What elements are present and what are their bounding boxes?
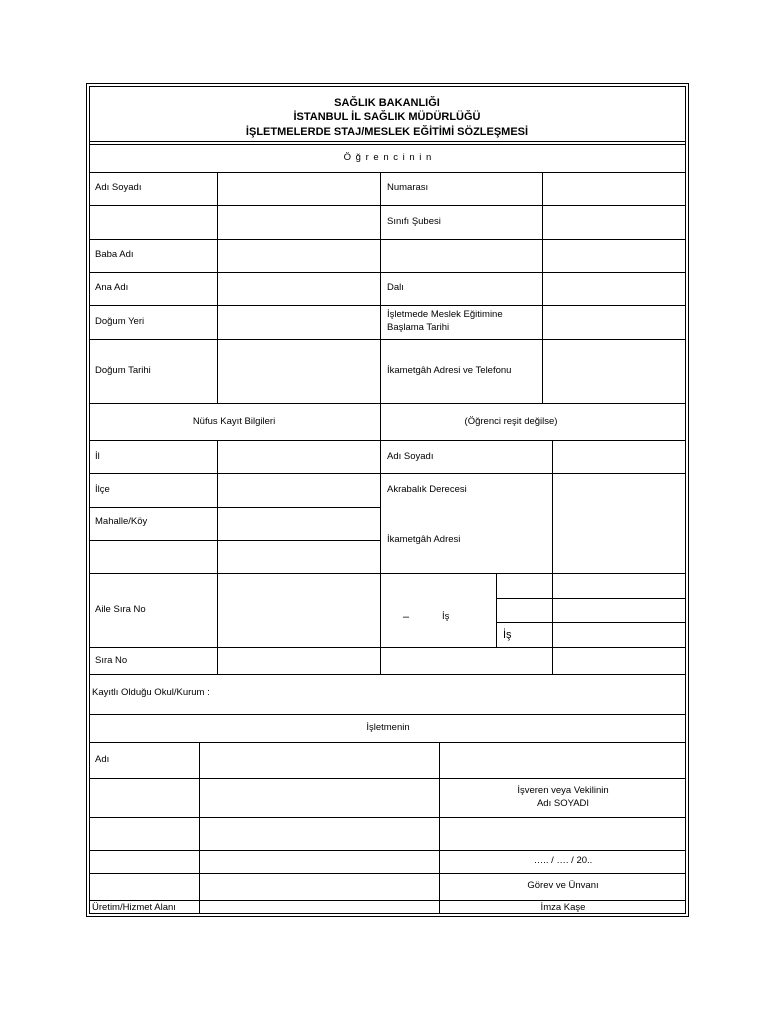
col-line (380, 172, 381, 403)
outer-border-right (688, 83, 689, 917)
col-line (380, 403, 381, 440)
row-line (89, 239, 686, 240)
outer-border-left (86, 83, 87, 917)
outer-border-bottom (86, 916, 689, 917)
label-ikametgah-telefon: İkametgâh Adresi ve Telefonu (387, 365, 512, 376)
student-section-title: Ö ğ r e n c i n i n (343, 152, 433, 163)
label-imza-kase: İmza Kaşe (540, 902, 586, 913)
input-baba-adi[interactable] (218, 240, 380, 272)
row-line (89, 403, 686, 404)
label-is-phone-2: İş (503, 629, 512, 641)
label-ilce: İlçe (95, 484, 110, 495)
input-blank-row2[interactable] (218, 206, 380, 239)
header-ministry: SAĞLIK BAKANLIĞI (334, 97, 440, 109)
label-il: İl (95, 451, 100, 462)
label-school: Kayıtlı Olduğu Okul/Kurum : (92, 687, 210, 698)
inner-border-bottom (89, 913, 686, 914)
input-ikametgah-telefon[interactable] (543, 340, 685, 403)
input-uretim-alani[interactable] (200, 874, 439, 900)
row-line (89, 144, 686, 145)
label-veli-adi-soyadi: Adı Soyadı (387, 451, 434, 462)
header-contract-title: İŞLETMELERDE STAJ/MESLEK EĞİTİMİ SÖZLEŞMESİ (245, 126, 529, 138)
input-mahalle-koy[interactable] (218, 508, 380, 540)
col-line (496, 573, 497, 647)
label-isveren-2: Adı SOYADI (536, 798, 590, 809)
row-line (89, 714, 686, 715)
input-sinifi-subesi[interactable] (543, 206, 685, 239)
label-date: ….. / …. / 20.. (533, 855, 593, 866)
business-section-title: İşletmenin (366, 722, 410, 733)
row-line (89, 900, 686, 901)
inner-border-top (89, 86, 686, 87)
label-mahalle-koy: Mahalle/Köy (95, 516, 148, 527)
header-directorate: İSTANBUL İL SAĞLIK MÜDÜRLÜĞÜ (293, 111, 481, 123)
input-isveren-adi[interactable] (440, 818, 685, 850)
label-akrabalik: Akrabalık Derecesi (387, 484, 467, 495)
input-isletme-adres-2[interactable] (200, 818, 439, 850)
label-isletme-adi: Adı (95, 754, 110, 765)
label-veli-ikametgah: İkametgâh Adresi (387, 534, 461, 545)
input-aile-sira-no[interactable] (218, 574, 380, 647)
label-sinifi-subesi: Sınıfı Şubesi (387, 216, 441, 227)
input-phone-mobile[interactable] (553, 599, 685, 622)
label-ana-adi: Ana Adı (95, 282, 129, 293)
input-school[interactable] (225, 675, 685, 714)
input-phone-work[interactable] (553, 623, 685, 647)
label-is-phone: İş (442, 611, 450, 622)
label-dogum-tarihi: Doğum Tarihi (95, 365, 151, 376)
col-line (380, 440, 381, 674)
nufus-section-title: Nüfus Kayıt Bilgileri (192, 416, 276, 427)
label-baslama-tarihi-2: Başlama Tarihi (387, 322, 450, 333)
input-ana-adi[interactable] (218, 273, 380, 305)
row-line (89, 141, 686, 142)
outer-border-top (86, 83, 689, 84)
label-dogum-yeri: Doğum Yeri (95, 316, 145, 327)
label-aile-sira-no: Aile Sıra No (95, 604, 146, 615)
label-adi-soyadi: Adı Soyadı (95, 182, 142, 193)
inner-border-left (89, 86, 90, 914)
input-isletme-adres-1[interactable] (200, 779, 439, 817)
input-baslama-tarihi[interactable] (543, 306, 685, 339)
input-ilce[interactable] (218, 474, 380, 507)
input-adi-soyadi[interactable] (218, 173, 380, 205)
input-numarasi[interactable] (543, 173, 685, 205)
label-uretim-hizmet: Üretim/Hizmet Alanı (92, 902, 176, 913)
inner-border-right (685, 86, 686, 914)
input-akrabalik[interactable] (553, 474, 685, 507)
input-isletme-tel[interactable] (200, 851, 439, 873)
input-phone-home[interactable] (553, 574, 685, 598)
input-dali[interactable] (543, 273, 685, 305)
label-numarasi: Numarası (387, 182, 429, 193)
label-gorev-unvan: Görev ve Ünvanı (527, 880, 599, 891)
label-sira-no: Sıra No (95, 655, 128, 666)
label-isveren: İşveren veya Vekilinin (517, 785, 609, 796)
input-dogum-yeri[interactable] (218, 306, 380, 339)
input-mahalle-koy-2[interactable] (218, 541, 380, 573)
input-isletme-blank-1[interactable] (440, 743, 685, 778)
guardian-section-title: (Öğrenci reşit değilse) (464, 416, 558, 427)
row-line (89, 647, 686, 648)
label-baslama-tarihi: İşletmede Meslek Eğitimine (387, 309, 503, 320)
phone-dash: – (403, 611, 410, 623)
input-isletme-adi[interactable] (200, 743, 439, 778)
input-veli-adi-soyadi[interactable] (553, 441, 685, 473)
input-dogum-tarihi[interactable] (218, 340, 380, 403)
input-sira-no[interactable] (218, 648, 380, 674)
input-il[interactable] (218, 441, 380, 473)
label-baba-adi: Baba Adı (95, 249, 134, 260)
label-dali: Dalı (387, 282, 404, 293)
